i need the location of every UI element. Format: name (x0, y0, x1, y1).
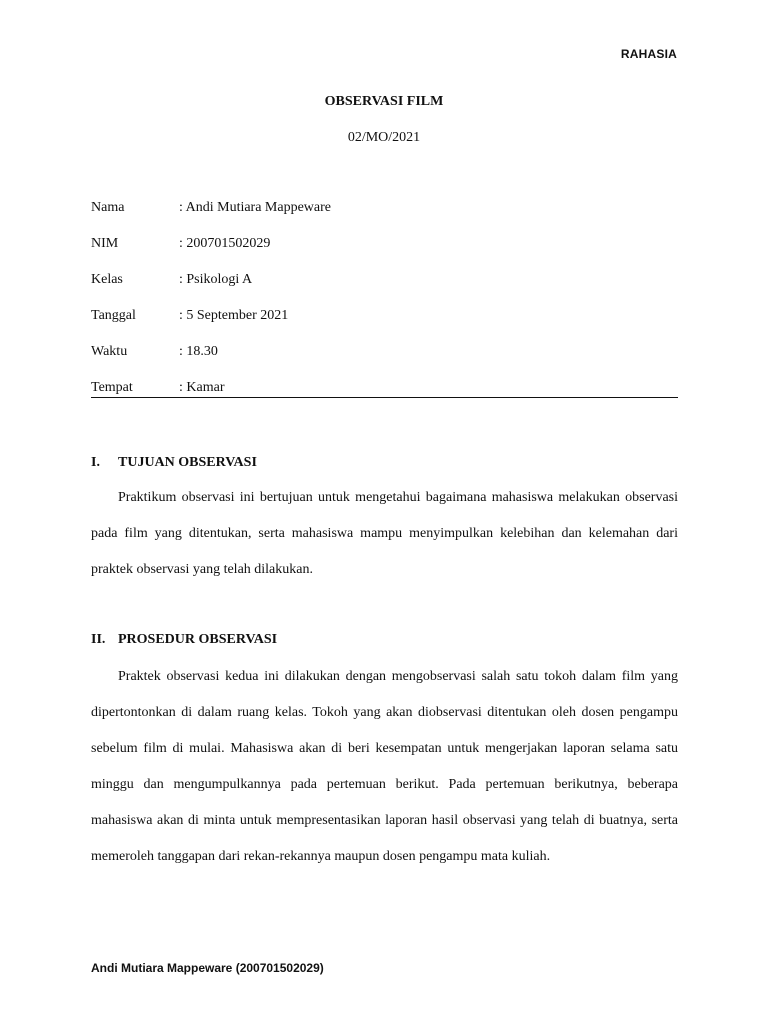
info-value: : Kamar (179, 380, 225, 395)
info-value: : 18.30 (179, 344, 218, 359)
info-value: : 200701502029 (179, 236, 271, 251)
section-number: II. (91, 632, 106, 647)
info-row-kelas (91, 272, 678, 308)
header-divider (91, 397, 678, 398)
section-title: TUJUAN OBSERVASI (118, 455, 257, 470)
section-heading-tujuan (91, 455, 257, 471)
info-label: NIM (91, 236, 119, 251)
document-title: OBSERVASI FILM (324, 94, 444, 109)
info-row-waktu (91, 344, 678, 380)
info-row-nim (91, 236, 678, 272)
info-label: Waktu (91, 344, 128, 359)
confidential-label: RAHASIA (620, 47, 677, 61)
info-value: : Andi Mutiara Mappeware (179, 200, 332, 215)
page-footer: Andi Mutiara Mappeware (200701502029) (91, 961, 324, 975)
info-label: Kelas (91, 272, 123, 287)
section-body-prosedur: Praktek observasi kedua ini dilakukan dengan mengobservasi salah satu tokoh dalam film yang dipertontonkan di dalam ruang kelas. Tokoh yang akan diobservasi ditentukan oleh dosen pengampu sebelum film di mulai. Mahasiswa akan di beri kesempatan untuk mengerjakan laporan selama satu minggu dan mengumpulkannya pada pertemuan berikut. Pada pertemuan berikutnya, beberapa mahasiswa akan di minta untuk mempresentasikan laporan hasil observasi yang telah di buatnya, serta memeroleh tanggapan dari rekan-rekannya maupun dosen pengampu mata kuliah. (91, 669, 678, 864)
info-value: : Psikologi A (179, 272, 253, 287)
info-row-nama (91, 200, 678, 236)
info-value: : 5 September 2021 (179, 308, 289, 323)
section-title: PROSEDUR OBSERVASI (118, 632, 278, 647)
info-row-tanggal (91, 308, 678, 344)
section-number: I. (91, 455, 100, 470)
section-heading-prosedur (91, 632, 277, 648)
info-label: Nama (91, 200, 125, 215)
document-code: 02/MO/2021 (347, 130, 421, 145)
info-table (91, 200, 678, 416)
section-body-tujuan: Praktikum observasi ini bertujuan untuk mengetahui bagaimana mahasiswa melakukan observasi pada film yang ditentukan, serta mahasiswa mampu menyimpulkan kelebihan dan kelemahan dari praktek observasi yang telah dilakukan. (91, 490, 678, 577)
info-label: Tempat (91, 380, 133, 395)
info-row-tempat (91, 380, 678, 416)
info-label: Tanggal (91, 308, 136, 323)
